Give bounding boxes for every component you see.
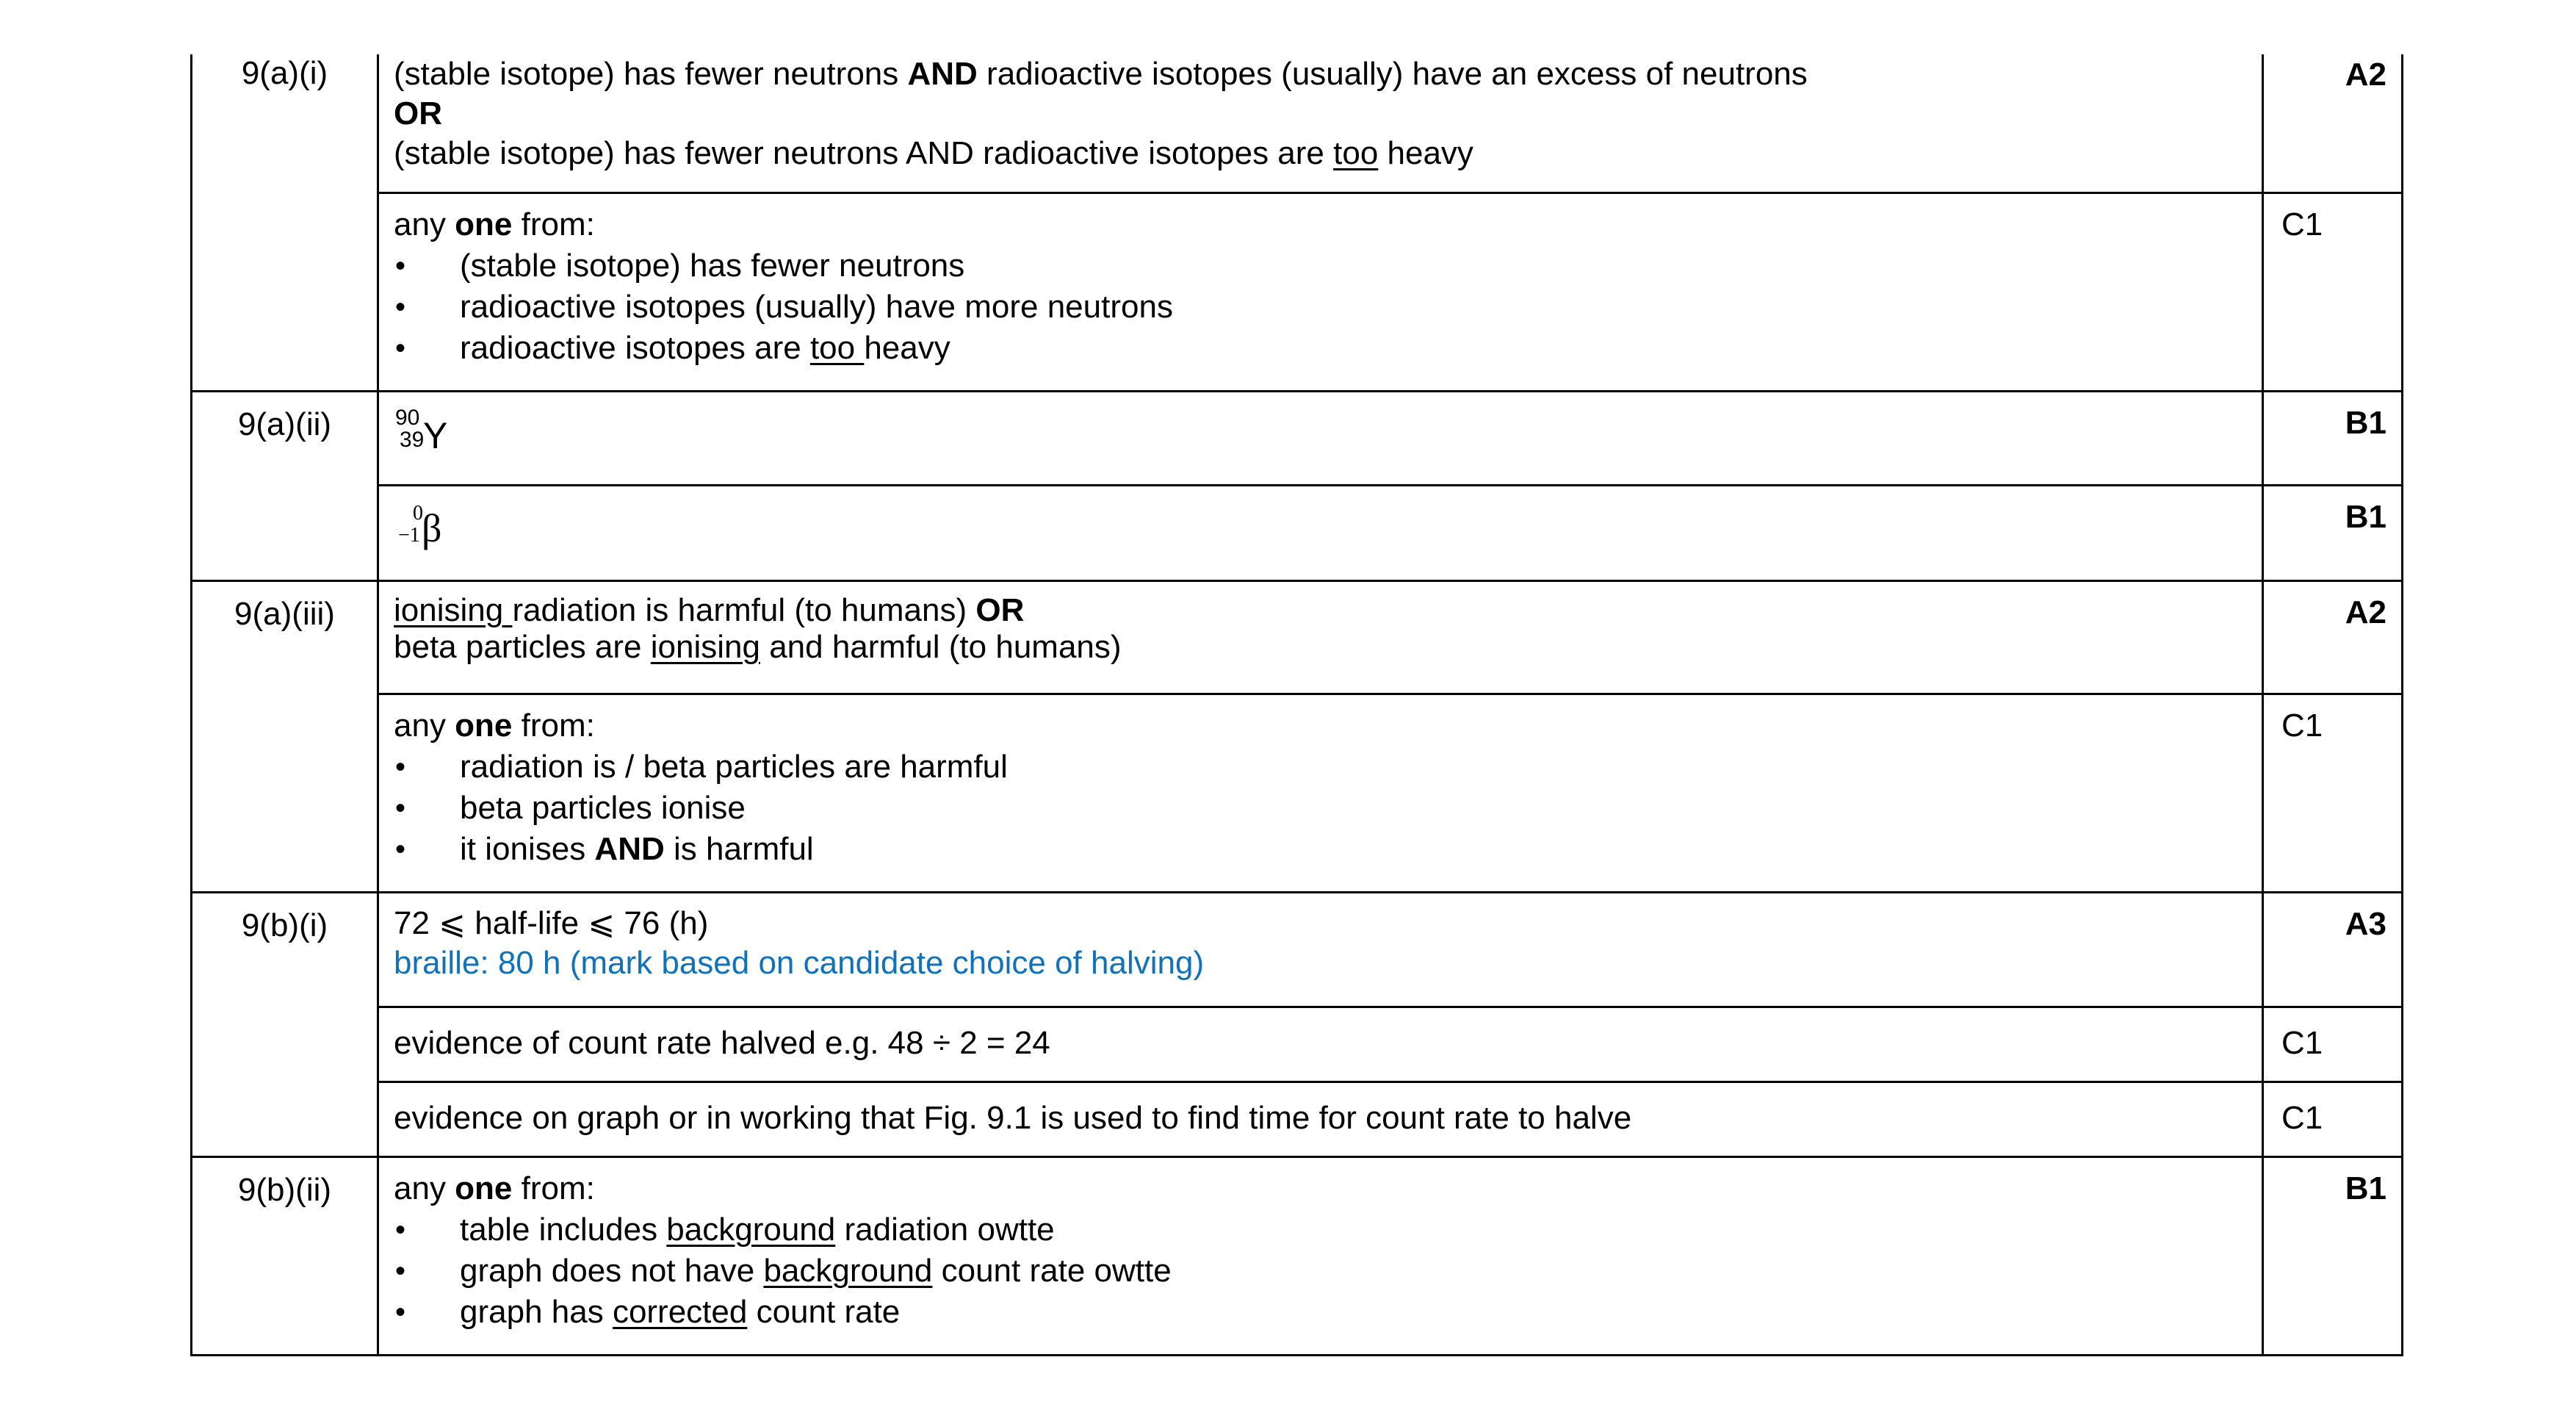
bullet-text: count rate xyxy=(747,1293,901,1330)
bullet-underlined: background xyxy=(763,1252,933,1289)
mark-cell-9bii xyxy=(2263,1156,2403,1355)
mark-label: B1 xyxy=(2345,1170,2386,1206)
bullet-text: it ionises xyxy=(460,830,595,867)
mark-label: B1 xyxy=(2345,498,2386,535)
or-keyword: OR xyxy=(975,591,1025,628)
answer-text: radiation is harmful (to humans) xyxy=(512,591,976,628)
bullet-text: count rate owtte xyxy=(932,1252,1172,1289)
answer-text: from: xyxy=(512,1170,595,1206)
mark-cell-9aiii-2 xyxy=(2263,694,2403,892)
beta-particle-notation xyxy=(394,497,444,550)
bullet-text: table includes xyxy=(460,1211,667,1248)
bullet-list xyxy=(394,245,2247,369)
bullet-list xyxy=(394,1209,2247,1333)
table-row-9aii-part1 xyxy=(192,391,2403,485)
table-row-9aiii-part1 xyxy=(192,580,2403,694)
bullet-text: beta particles ionise xyxy=(460,789,746,826)
bullet-underlined: corrected xyxy=(612,1293,748,1330)
table-row-9aiii-part2 xyxy=(192,694,2403,892)
mark-label: B1 xyxy=(2345,404,2386,441)
question-number-9bii xyxy=(192,1156,378,1355)
list-item xyxy=(394,829,2247,870)
answer-cell-9aii-1 xyxy=(378,391,2263,485)
answer-text: from: xyxy=(512,707,595,744)
table-row-9bi-part1 xyxy=(192,892,2403,1007)
answer-text: from: xyxy=(512,206,595,242)
mark-label: C1 xyxy=(2281,1099,2323,1136)
braille-note: braille: 80 h (mark based on candidate choice of halving) xyxy=(394,944,1205,981)
answer-underlined: ionising xyxy=(650,628,760,665)
list-item xyxy=(394,746,2247,788)
list-item xyxy=(394,788,2247,829)
bullet-text: radiation owtte xyxy=(835,1211,1055,1248)
answer-cell-9aiii-2 xyxy=(378,694,2263,892)
list-item xyxy=(394,287,2247,328)
element-symbol: Y xyxy=(423,414,448,456)
bullet-text: radiation is / beta particles are harmful xyxy=(460,748,1008,785)
answer-cell-9aiii-1 xyxy=(378,580,2263,694)
mark-label: C1 xyxy=(2281,206,2323,242)
answer-underlined: ionising xyxy=(394,591,513,628)
bullet-list xyxy=(394,746,2247,870)
answer-underlined: too xyxy=(1333,135,1379,171)
table-row-9ai-part2 xyxy=(192,192,2403,391)
mark-cell-9bi-3 xyxy=(2263,1082,2403,1156)
mark-cell-9aii-2 xyxy=(2263,485,2403,580)
list-item xyxy=(394,1292,2247,1333)
bullet-text: radioactive isotopes are xyxy=(460,329,810,366)
answer-text: any xyxy=(394,707,455,744)
bullet-text: graph has xyxy=(460,1293,613,1330)
or-keyword: OR xyxy=(394,96,442,132)
question-label: 9(a)(iii) xyxy=(234,595,335,632)
mark-scheme-table xyxy=(190,54,2403,1356)
yttrium-nuclide-notation xyxy=(394,403,448,456)
question-label: 9(a)(ii) xyxy=(237,406,332,442)
list-item xyxy=(394,1251,2247,1292)
mark-cell-9aii-1 xyxy=(2263,391,2403,485)
answer-text: evidence on graph or in working that Fig. 9.1 is used to find time for count rate to halve xyxy=(394,1099,1632,1136)
answer-text: heavy xyxy=(1378,135,1473,171)
bullet-text: graph does not have xyxy=(460,1252,764,1289)
mass-number: 0 xyxy=(413,501,423,525)
answer-text: (stable isotope) has fewer neutrons xyxy=(394,56,908,92)
question-label: 9(b)(ii) xyxy=(237,1171,332,1208)
mark-label: A2 xyxy=(2345,594,2386,630)
question-number-9aiii xyxy=(192,580,378,892)
mark-label: A3 xyxy=(2345,905,2386,942)
answer-cell-9aii-2 xyxy=(378,485,2263,580)
table-row-9aii-part2 xyxy=(192,485,2403,580)
table-row-9ai-part1 xyxy=(192,54,2403,192)
table-row-9bi-part2 xyxy=(192,1007,2403,1082)
answer-keyword: one xyxy=(455,1170,513,1206)
question-label: 9(a)(i) xyxy=(241,55,328,91)
answer-cell-9ai-1 xyxy=(378,54,2263,192)
answer-cell-9ai-2 xyxy=(378,192,2263,391)
bullet-underlined: too xyxy=(809,329,865,366)
mark-cell-9ai-2 xyxy=(2263,192,2403,391)
answer-text: (stable isotope) has fewer neutrons AND radioactive isotopes are xyxy=(394,135,1334,171)
question-label: 9(b)(i) xyxy=(241,907,328,943)
answer-text: any xyxy=(394,206,455,242)
bullet-text: heavy xyxy=(864,329,950,366)
answer-keyword: one xyxy=(455,206,513,242)
charge-number: −1 xyxy=(398,523,420,547)
mark-cell-9ai-1 xyxy=(2263,54,2403,192)
answer-keyword: AND xyxy=(907,56,978,92)
mark-label: C1 xyxy=(2281,1024,2323,1061)
bullet-text: is harmful xyxy=(664,830,814,867)
mass-number: 90 xyxy=(395,405,420,430)
mark-cell-9bi-2 xyxy=(2263,1007,2403,1082)
answer-cell-9bi-2 xyxy=(378,1007,2263,1082)
list-item xyxy=(394,245,2247,287)
answer-cell-9bi-1 xyxy=(378,892,2263,1007)
answer-keyword: one xyxy=(455,707,513,744)
bullet-text: (stable isotope) has fewer neutrons xyxy=(460,247,965,284)
mark-label: C1 xyxy=(2281,707,2323,744)
mark-label: A2 xyxy=(2345,57,2386,93)
particle-symbol: β xyxy=(422,505,442,550)
question-number-9aii xyxy=(192,391,378,580)
answer-text: evidence of count rate halved e.g. 48 ÷ 2 = 24 xyxy=(394,1024,1050,1061)
answer-text: beta particles are xyxy=(394,628,651,665)
answer-cell-9bi-3 xyxy=(378,1082,2263,1156)
question-number-9ai xyxy=(192,54,378,391)
answer-cell-9bii xyxy=(378,1156,2263,1355)
question-number-9bi xyxy=(192,892,378,1156)
mark-cell-9bi-1 xyxy=(2263,892,2403,1007)
mark-cell-9aiii-1 xyxy=(2263,580,2403,694)
answer-text: radioactive isotopes (usually) have an excess of neutrons xyxy=(977,56,1808,92)
table-row-9bi-part3 xyxy=(192,1082,2403,1156)
answer-text: 72 ⩽ half-life ⩽ 76 (h) xyxy=(394,904,709,941)
bullet-keyword: AND xyxy=(594,830,665,867)
bullet-underlined: background xyxy=(666,1211,836,1248)
bullet-text: radioactive isotopes (usually) have more neutrons xyxy=(460,288,1173,325)
list-item xyxy=(394,1209,2247,1251)
list-item xyxy=(394,328,2247,369)
table-row-9bii xyxy=(192,1156,2403,1355)
answer-text: any xyxy=(394,1170,455,1206)
atomic-number: 39 xyxy=(400,427,425,452)
answer-text: and harmful (to humans) xyxy=(760,628,1122,665)
